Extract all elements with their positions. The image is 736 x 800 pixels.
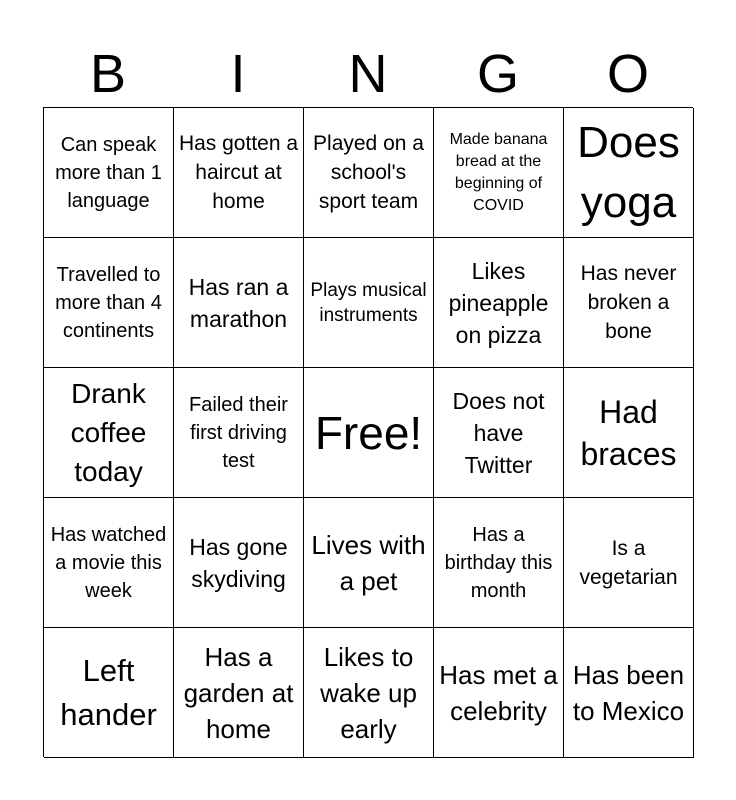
header-letter-i: I <box>230 44 246 104</box>
bingo-cell[interactable] <box>434 238 564 368</box>
bingo-cell[interactable] <box>304 498 434 628</box>
bingo-cell-text: Played on a school's sport team <box>313 132 424 213</box>
bingo-cell[interactable] <box>44 108 174 238</box>
bingo-cell-text: Does yoga <box>577 117 680 227</box>
bingo-cell[interactable] <box>174 628 304 758</box>
header-letter-g: G <box>476 44 519 104</box>
header-letter-n: N <box>348 44 388 104</box>
bingo-cell[interactable] <box>564 498 694 628</box>
bingo-cell-text: Has met a celebrity <box>439 659 558 726</box>
bingo-cell-text: Has a garden at home <box>183 641 294 744</box>
bingo-cell[interactable] <box>174 108 304 238</box>
bingo-cell-text: Has gone skydiving <box>189 533 288 592</box>
header-letter-o: O <box>606 44 649 104</box>
bingo-cell-text: Does not have Twitter <box>452 387 545 478</box>
bingo-cell[interactable] <box>44 238 174 368</box>
bingo-cell-text: Likes pineapple on pizza <box>448 257 549 348</box>
bingo-cell[interactable] <box>44 628 174 758</box>
bingo-cell-text: Is a vegetarian <box>579 536 678 589</box>
bingo-cell-text: Likes to wake up early <box>320 641 417 744</box>
bingo-cell-text: Has ran a marathon <box>188 273 289 332</box>
bingo-cell-text: Travelled to more than 4 continents <box>55 263 162 342</box>
bingo-cell-text: Failed their first driving test <box>189 393 288 472</box>
bingo-cell-text: Can speak more than 1 language <box>55 133 162 212</box>
bingo-cell-text: Has been to Mexico <box>572 659 685 726</box>
bingo-cell-text: Has a birthday this month <box>444 523 553 602</box>
bingo-cell-text: Has watched a movie this week <box>50 523 167 602</box>
bingo-cell-text: Left hander <box>60 652 157 732</box>
bingo-cell[interactable] <box>564 368 694 498</box>
bingo-cell-text: Had braces <box>580 393 677 472</box>
bingo-cell[interactable] <box>434 368 564 498</box>
free-space-text: Free! <box>314 406 423 459</box>
bingo-cell[interactable] <box>304 628 434 758</box>
bingo-cell[interactable] <box>434 498 564 628</box>
bingo-cell-text: Has gotten a haircut at home <box>178 132 299 213</box>
bingo-cell[interactable] <box>44 498 174 628</box>
bingo-cell-text: Drank coffee today <box>70 378 147 487</box>
bingo-cell[interactable] <box>564 108 694 238</box>
bingo-cell-text: Has never broken a bone <box>580 262 677 343</box>
bingo-cell[interactable] <box>564 628 694 758</box>
bingo-cell-text: Plays musical instruments <box>310 279 427 326</box>
bingo-cell[interactable] <box>304 108 434 238</box>
bingo-cell[interactable] <box>44 368 174 498</box>
bingo-cell[interactable] <box>434 628 564 758</box>
bingo-cell-text: Made banana bread at the beginning of COVID <box>449 130 548 214</box>
bingo-cell[interactable] <box>434 108 564 238</box>
header-letter-b: B <box>89 44 127 104</box>
bingo-card-grid <box>43 107 693 757</box>
free-space-cell[interactable] <box>304 368 434 498</box>
bingo-cell[interactable] <box>564 238 694 368</box>
bingo-cell[interactable] <box>304 238 434 368</box>
bingo-cell[interactable] <box>174 238 304 368</box>
bingo-cell[interactable] <box>174 368 304 498</box>
bingo-cell-text: Lives with a pet <box>311 529 426 596</box>
bingo-cell[interactable] <box>174 498 304 628</box>
bingo-header <box>43 40 693 108</box>
